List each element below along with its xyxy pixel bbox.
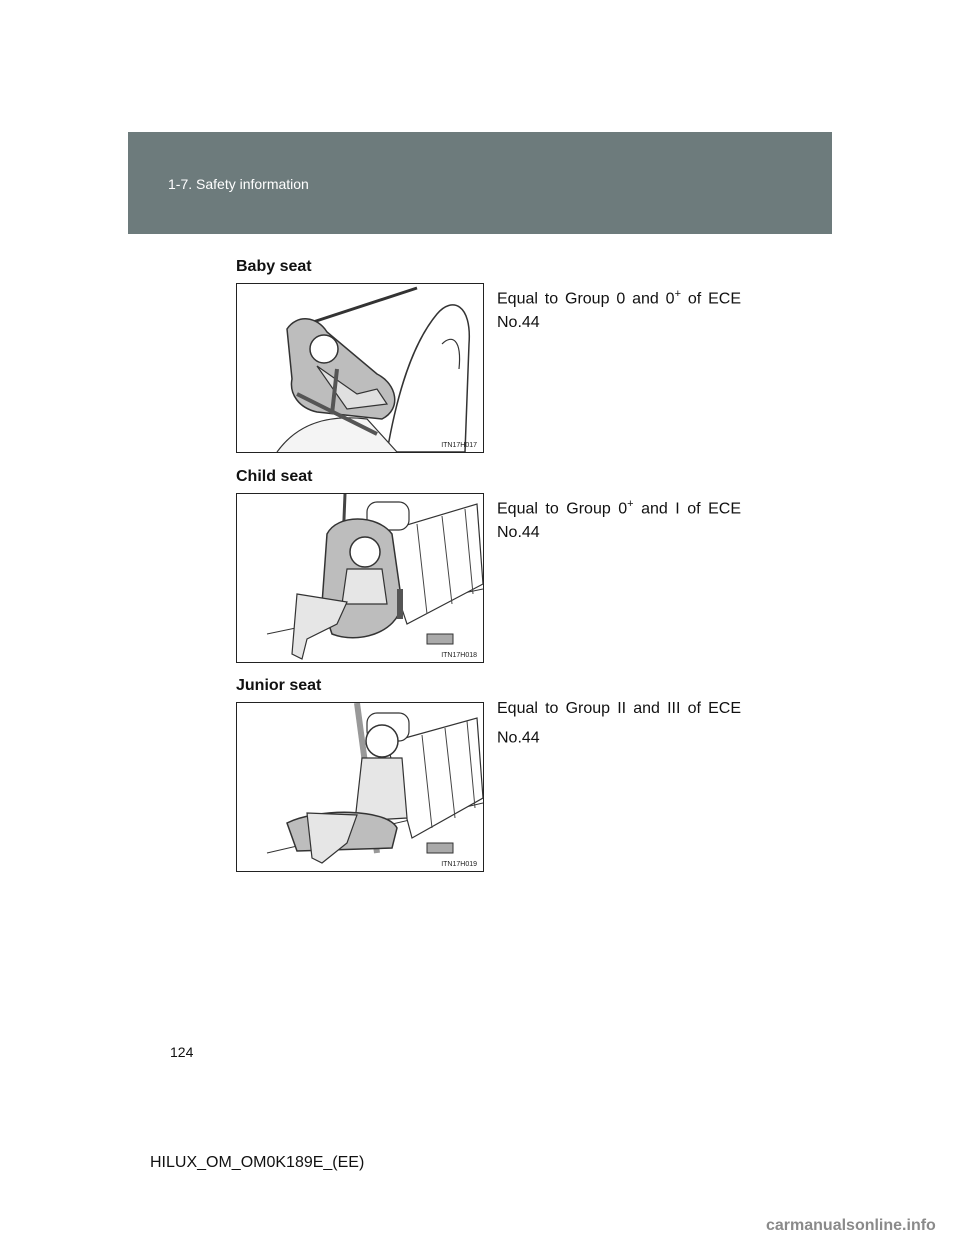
child-seat-drawing — [237, 494, 483, 662]
desc-text: Equal to Group II and III of ECE No.44 — [497, 700, 741, 747]
figure-code: ITN17H017 — [441, 442, 477, 449]
watermark: carmanualsonline.info — [766, 1217, 936, 1234]
child-seat-description — [497, 492, 741, 545]
figure-code: ITN17H018 — [441, 652, 477, 659]
baby-seat-illustration — [236, 283, 484, 453]
section-title: 1-7. Safety information — [168, 176, 309, 192]
figure-code: ITN17H019 — [441, 861, 477, 868]
child-seat-heading: Child seat — [236, 468, 313, 485]
child-seat-illustration — [236, 493, 484, 663]
desc-superscript: + — [674, 288, 682, 300]
header-band — [128, 132, 832, 234]
desc-text-tail: and I of ECE No.44 — [497, 500, 741, 542]
document-code: HILUX_OM_OM0K189E_(EE) — [150, 1154, 365, 1171]
junior-seat-heading: Junior seat — [236, 677, 322, 694]
junior-seat-illustration — [236, 702, 484, 872]
junior-seat-drawing — [237, 703, 483, 871]
desc-text-tail: of ECE No.44 — [497, 290, 741, 332]
desc-superscript: + — [627, 498, 634, 510]
junior-seat-description — [497, 697, 741, 750]
baby-seat-description — [497, 282, 741, 335]
page-number: 124 — [170, 1044, 194, 1060]
desc-text: Equal to Group 0 and 0 — [497, 290, 675, 308]
baby-seat-heading: Baby seat — [236, 258, 312, 275]
baby-seat-drawing — [237, 284, 483, 452]
desc-text: Equal to Group 0 — [497, 500, 628, 518]
